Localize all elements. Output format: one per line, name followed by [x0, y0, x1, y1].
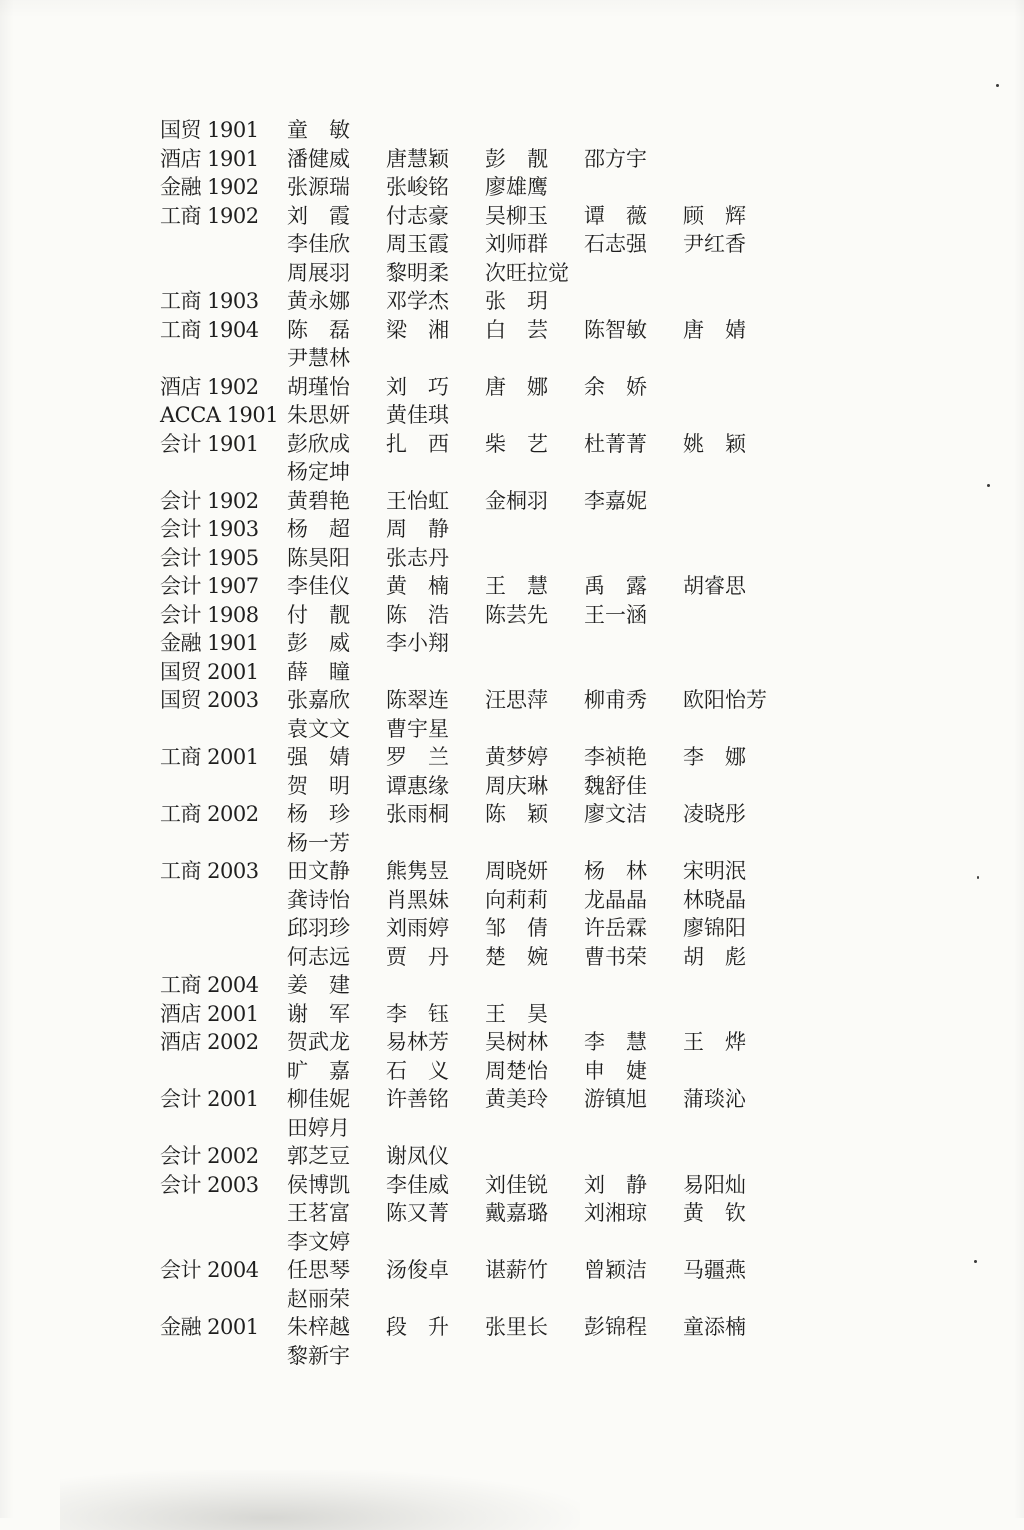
roster-row-continuation [160, 715, 780, 744]
student-name: 张里长 [485, 1315, 548, 1339]
student-name: 谭 薇 [584, 203, 647, 228]
roster-row [160, 373, 780, 402]
scan-speck [987, 484, 990, 487]
student-name: 许岳霖 [584, 916, 647, 940]
student-name: 郭芝豆 [287, 1144, 350, 1168]
student-name: 谌薪竹 [485, 1258, 548, 1282]
student-name: 扎 西 [386, 431, 449, 456]
student-name: 向莉莉 [485, 887, 548, 912]
student-name: 廖雄鹰 [485, 175, 548, 199]
student-name: 陈 浩 [386, 602, 449, 627]
student-name: 龚诗怡 [287, 887, 350, 912]
roster-row [160, 1085, 780, 1114]
student-name: 欧阳怡芳 [683, 688, 767, 712]
roster-row-continuation [160, 1199, 780, 1228]
student-name: 陈芸先 [485, 602, 548, 627]
student-name: 石 义 [386, 1058, 449, 1083]
roster-row [160, 1028, 780, 1057]
roster-row [160, 658, 780, 687]
student-name: 陈昊阳 [287, 545, 350, 570]
class-label: 酒店 2002 [160, 1030, 259, 1054]
student-name: 唐 娜 [485, 374, 548, 399]
student-name: 唐 婧 [683, 317, 746, 342]
class-label: 会计 2001 [160, 1087, 259, 1111]
roster-row [160, 487, 780, 516]
student-name: 袁文文 [287, 716, 350, 741]
roster-row [160, 629, 780, 658]
student-name: 易林芳 [386, 1030, 449, 1054]
student-name: 易阳灿 [683, 1172, 746, 1197]
class-label: 会计 1903 [160, 517, 259, 541]
roster-row [160, 173, 780, 202]
roster-row [160, 145, 780, 174]
roster-row-continuation [160, 1228, 780, 1257]
student-name: 曹书荣 [584, 944, 647, 969]
student-name: 黄梦婷 [485, 745, 548, 769]
roster-row [160, 800, 780, 829]
student-name: 游镇旭 [584, 1087, 647, 1111]
student-name: 谢 军 [287, 1001, 350, 1026]
class-label: 工商 2001 [160, 745, 259, 769]
student-name: 谢凤仪 [386, 1144, 449, 1168]
student-name: 廖文洁 [584, 802, 647, 826]
student-name: 杨定坤 [287, 460, 350, 484]
class-label: 会计 1908 [160, 602, 259, 627]
roster-row-continuation [160, 1114, 780, 1143]
student-name: 黄 楠 [386, 574, 449, 598]
class-label: 工商 2003 [160, 859, 259, 883]
student-name: 李佳仪 [287, 574, 350, 598]
student-name: 黄佳琪 [386, 403, 449, 427]
student-name: 张志丹 [386, 545, 449, 570]
student-name: 彭欣成 [287, 431, 350, 456]
roster-row [160, 287, 780, 316]
roster-row [160, 857, 780, 886]
student-name: 李祯艳 [584, 745, 647, 769]
roster-row-continuation [160, 772, 780, 801]
student-name: 杨 林 [584, 859, 647, 883]
student-name: 魏舒佳 [584, 773, 647, 798]
student-name: 马疆燕 [683, 1258, 746, 1282]
roster-row [160, 1171, 780, 1200]
student-name: 李 钰 [386, 1001, 449, 1026]
student-name: 凌晓彤 [683, 802, 746, 826]
roster-row [160, 601, 780, 630]
student-name: 刘 静 [584, 1172, 647, 1197]
student-name: 胡瑾怡 [287, 374, 350, 399]
roster-row-continuation [160, 458, 780, 487]
student-name: 贾 丹 [386, 944, 449, 969]
roster-row [160, 686, 780, 715]
student-name: 张源瑞 [287, 175, 350, 199]
student-name: 彭 威 [287, 631, 350, 655]
student-name: 吴柳玉 [485, 203, 548, 228]
student-name: 柳佳妮 [287, 1087, 350, 1111]
student-name: 旷 嘉 [287, 1058, 350, 1083]
student-name: 田婷月 [287, 1115, 350, 1140]
student-name: 贺 明 [287, 773, 350, 798]
student-name: 胡 彪 [683, 944, 746, 969]
class-label: 会计 1902 [160, 488, 259, 513]
student-name: 付 靓 [287, 602, 350, 627]
student-name: 王 昊 [485, 1001, 548, 1026]
roster-row [160, 430, 780, 459]
student-name: 童 敏 [287, 118, 350, 142]
roster-row [160, 515, 780, 544]
student-name: 刘师群 [485, 232, 548, 256]
student-name: 李 娜 [683, 745, 746, 769]
roster-row [160, 1000, 780, 1029]
student-name: 彭 靓 [485, 146, 548, 171]
student-name: 刘佳锐 [485, 1172, 548, 1197]
roster-row-continuation [160, 1285, 780, 1314]
student-name: 汤俊卓 [386, 1258, 449, 1282]
student-name: 强 婧 [287, 745, 350, 769]
student-name: 刘 巧 [386, 374, 449, 399]
student-name: 周 静 [386, 517, 449, 541]
roster-row-continuation [160, 259, 780, 288]
student-name: 童添楠 [683, 1315, 746, 1339]
student-name: 姜 建 [287, 973, 350, 997]
student-name: 谭惠缘 [386, 773, 449, 798]
class-label: 工商 1904 [160, 317, 259, 342]
class-label: 会计 2004 [160, 1258, 259, 1282]
student-name: 周晓妍 [485, 859, 548, 883]
class-label: 金融 1902 [160, 175, 259, 199]
student-name: 戴嘉璐 [485, 1201, 548, 1225]
student-name: 尹红香 [683, 232, 746, 256]
class-label: 会计 2003 [160, 1172, 259, 1197]
student-name: 侯博凯 [287, 1172, 350, 1197]
roster-row [160, 202, 780, 231]
student-name: 田文静 [287, 859, 350, 883]
student-name: 黄 钦 [683, 1201, 746, 1225]
student-name: 黄碧艳 [287, 488, 350, 513]
student-name: 陈 颖 [485, 802, 548, 826]
scan-shadow [60, 1470, 580, 1530]
student-name: 柳甫秀 [584, 688, 647, 712]
student-name: 柴 艺 [485, 431, 548, 456]
student-name: 李小翔 [386, 631, 449, 655]
student-name: 唐慧颖 [386, 146, 449, 171]
student-name: 许善铭 [386, 1087, 449, 1111]
scan-speck [996, 84, 999, 87]
scan-speck [977, 876, 979, 879]
roster-row-continuation [160, 230, 780, 259]
student-name: 石志强 [584, 232, 647, 256]
student-name: 申 婕 [584, 1058, 647, 1083]
student-name: 朱思妍 [287, 403, 350, 427]
student-name: 王怡虹 [386, 488, 449, 513]
class-label: 会计 1907 [160, 574, 259, 598]
student-name: 陈翠连 [386, 688, 449, 712]
student-name: 刘雨婷 [386, 916, 449, 940]
student-name: 付志豪 [386, 203, 449, 228]
class-roster-list [160, 116, 780, 1370]
student-name: 潘健威 [287, 146, 350, 171]
student-name: 李佳欣 [287, 232, 350, 256]
student-name: 禹 露 [584, 574, 647, 598]
student-name: 肖黑妹 [386, 887, 449, 912]
student-name: 邱羽珍 [287, 916, 350, 940]
roster-row [160, 316, 780, 345]
student-name: 贺武龙 [287, 1030, 350, 1054]
roster-row-continuation [160, 886, 780, 915]
student-name: 薛 瞳 [287, 659, 350, 684]
class-label: 国贸 1901 [160, 118, 259, 142]
student-name: 邵方宇 [584, 146, 647, 171]
student-name: 邹 倩 [485, 916, 548, 940]
student-name: 金桐羽 [485, 488, 548, 513]
student-name: 龙晶晶 [584, 887, 647, 912]
student-name: 罗 兰 [386, 745, 449, 769]
student-name: 陈又菁 [386, 1201, 449, 1225]
class-label: 酒店 1901 [160, 146, 259, 171]
student-name: 周庆琳 [485, 773, 548, 798]
roster-row-continuation [160, 914, 780, 943]
student-name: 曾颖洁 [584, 1258, 647, 1282]
student-name: 邓学杰 [386, 289, 449, 313]
roster-row-continuation [160, 829, 780, 858]
student-name: 廖锦阳 [683, 916, 746, 940]
scan-speck [974, 1260, 977, 1263]
student-name: 黎新宇 [287, 1343, 350, 1368]
roster-row-continuation [160, 943, 780, 972]
student-name: 熊隽昱 [386, 859, 449, 883]
student-name: 张雨桐 [386, 802, 449, 826]
student-name: 黄美玲 [485, 1087, 548, 1111]
class-label: 工商 1902 [160, 203, 259, 228]
student-name: 刘湘琼 [584, 1201, 647, 1225]
student-name: 胡睿思 [683, 574, 746, 598]
roster-row [160, 572, 780, 601]
student-name: 王茗富 [287, 1201, 350, 1225]
student-name: 张嘉欣 [287, 688, 350, 712]
roster-row [160, 401, 780, 430]
student-name: 尹慧林 [287, 346, 350, 370]
class-label: 工商 2004 [160, 973, 259, 997]
student-name: 段 升 [386, 1315, 449, 1339]
student-name: 李嘉妮 [584, 488, 647, 513]
student-name: 周玉霞 [386, 232, 449, 256]
class-label: 会计 1905 [160, 545, 259, 570]
class-label: 酒店 2001 [160, 1001, 259, 1026]
student-name: 李文婷 [287, 1229, 350, 1254]
student-name: 王 烨 [683, 1030, 746, 1054]
roster-row [160, 743, 780, 772]
student-name: 任思琴 [287, 1258, 350, 1282]
class-label: 工商 2002 [160, 802, 259, 826]
student-name: 王一涵 [584, 602, 647, 627]
roster-row-continuation [160, 1057, 780, 1086]
student-name: 次旺拉觉 [485, 260, 569, 285]
student-name: 张峻铭 [386, 175, 449, 199]
class-label: 工商 1903 [160, 289, 259, 313]
roster-row [160, 544, 780, 573]
student-name: 黄永娜 [287, 289, 350, 313]
class-label: 金融 2001 [160, 1315, 259, 1339]
class-label: 会计 2002 [160, 1144, 259, 1168]
student-name: 顾 辉 [683, 203, 746, 228]
roster-row [160, 1142, 780, 1171]
student-name: 楚 婉 [485, 944, 548, 969]
student-name: 梁 湘 [386, 317, 449, 342]
student-name: 周楚怡 [485, 1058, 548, 1083]
roster-row [160, 1313, 780, 1342]
student-name: 汪思萍 [485, 688, 548, 712]
student-name: 宋明泯 [683, 859, 746, 883]
student-name: 周展羽 [287, 260, 350, 285]
student-name: 曹宇星 [386, 716, 449, 741]
roster-row [160, 1256, 780, 1285]
class-label: 金融 1901 [160, 631, 259, 655]
student-name: 李佳威 [386, 1172, 449, 1197]
roster-row [160, 116, 780, 145]
student-name: 何志远 [287, 944, 350, 969]
student-name: 杨一芳 [287, 830, 350, 855]
student-name: 余 娇 [584, 374, 647, 399]
student-name: 杨 珍 [287, 802, 350, 826]
student-name: 蒲琰沁 [683, 1087, 746, 1111]
roster-row [160, 971, 780, 1000]
student-name: 赵丽荣 [287, 1286, 350, 1311]
student-name: 黎明柔 [386, 260, 449, 285]
class-label: 国贸 2003 [160, 688, 259, 712]
student-name: 刘 霞 [287, 203, 350, 228]
student-name: 彭锦程 [584, 1315, 647, 1339]
class-label: 酒店 1902 [160, 374, 259, 399]
class-label: ACCA 1901 [160, 403, 279, 427]
student-name: 白 芸 [485, 317, 548, 342]
student-name: 张 玥 [485, 289, 548, 313]
student-name: 王 慧 [485, 574, 548, 598]
student-name: 李 慧 [584, 1030, 647, 1054]
roster-row-continuation [160, 344, 780, 373]
roster-row-continuation [160, 1342, 780, 1371]
student-name: 姚 颖 [683, 431, 746, 456]
class-label: 会计 1901 [160, 431, 259, 456]
student-name: 朱梓越 [287, 1315, 350, 1339]
student-name: 吴树林 [485, 1030, 548, 1054]
student-name: 陈 磊 [287, 317, 350, 342]
class-label: 国贸 2001 [160, 659, 259, 684]
student-name: 林晓晶 [683, 887, 746, 912]
student-name: 陈智敏 [584, 317, 647, 342]
student-name: 杜菁菁 [584, 431, 647, 456]
student-name: 杨 超 [287, 517, 350, 541]
